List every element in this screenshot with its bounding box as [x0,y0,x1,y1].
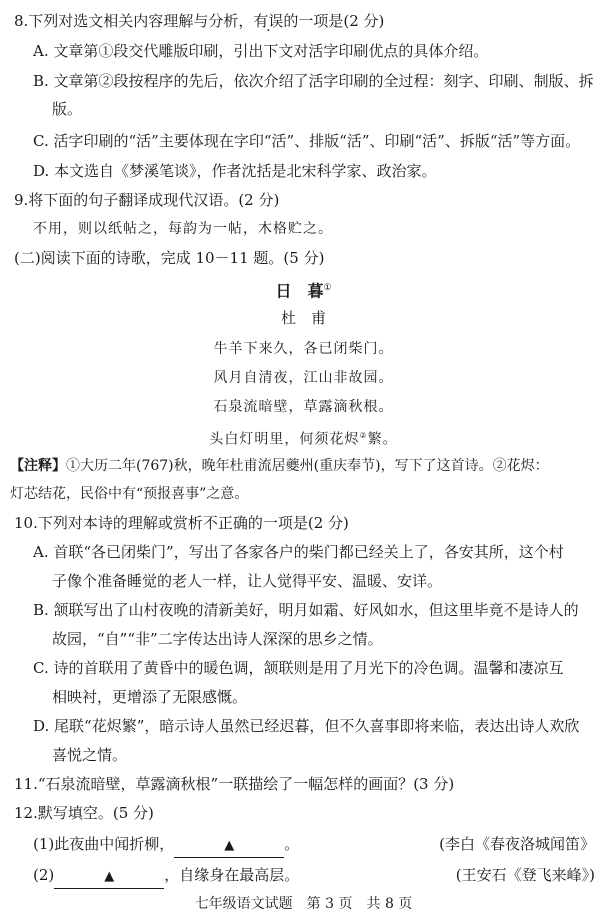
q8-option-b: B. 文章第②段按程序的先后，依次介绍了活字印刷的全过程：刻字、印刷、制版、拆 [33,72,594,90]
triangle-icon: ▲ [224,838,235,853]
q8-option-d: D. 本文选自《梦溪笔谈》，作者沈括是北宋科学家、政治家。 [33,162,437,180]
q8-option-c: C. 活字印刷的“活”主要体现在字印“活”、排版“活”、印刷“活”、拆版“活”等方面。 [33,132,581,150]
q12-stem: 12.默写填空。(5 分) [14,804,154,822]
poem-title: 日 暮① [275,281,332,301]
poem-line-1: 牛羊下来久，各已闭柴门。 [213,341,394,357]
poem-title-ref: ① [323,283,332,293]
q12-blank-2[interactable] [54,864,164,889]
q10-option-a: A. 首联“各已闭柴门”，写出了各家各户的柴门都已经关上了，各安其所，这个村 [33,543,564,561]
q10-option-a-cont: 子像个准备睡觉的老人一样，让人觉得平安、温暖、安详。 [52,572,443,590]
q11-stem: 11.“石泉流暗壁，草露滴秋根”一联描绘了一幅怎样的画面？(3 分) [14,775,455,793]
q10-option-b-cont: 故园，“自”“非”二字传达出诗人深深的思乡之情。 [52,630,383,648]
q9-stem: 9.将下面的句子翻译成现代汉语。(2 分) [14,191,280,209]
q12-blank-1[interactable] [174,833,284,858]
note-key: 【注释】 [10,458,66,474]
poem-line-4: 头白灯明里，何须花烬②繁。 [209,431,398,448]
q8-option-b-cont: 版。 [52,100,83,118]
poem-line-4-ref: ② [359,431,368,440]
triangle-icon: ▲ [104,869,115,884]
page-footer: 七年级语文试题 第 3 页 共 8 页 [194,896,413,912]
q10-option-c: C. 诗的首联用了黄昏中的暖色调，颔联则是用了月光下的冷色调。温馨和凄凉互 [33,659,564,677]
poem-note-cont: 灯芯结花，民俗中有“预报喜事”之意。 [10,486,249,502]
poem-line-3: 石泉流暗壁，草露滴秋根。 [213,399,394,415]
section2-heading: (二)阅读下面的诗歌，完成 10－11 题。(5 分) [14,249,325,267]
q8-stem: 8.下列对选文相关内容理解与分析，有误的一项是(2 分) [14,12,385,30]
q10-option-d-cont: 喜悦之情。 [52,746,128,764]
q8-emphasis: 有误 [253,12,284,30]
q10-option-c-cont: 相映衬，更增添了无限感慨。 [52,688,248,706]
q9-sentence: 不用，则以纸帖之，每韵为一帖，木格贮之。 [33,221,333,237]
q8-option-a: A. 文章第①段交代雕版印刷，引出下文对活字印刷优点的具体介绍。 [33,42,489,60]
poem-line-2: 风月自清夜，江山非故园。 [213,370,394,386]
q12-item-2-source: (王安石《登飞来峰》) [455,866,595,884]
q10-option-b: B. 颔联写出了山村夜晚的清新美好，明月如霜、好风如水，但这里毕竟不是诗人的 [33,601,579,619]
poem-author: 杜 甫 [280,309,326,327]
q12-item-1-source: (李白《春夜洛城闻笛》 [439,835,595,853]
q10-stem: 10.下列对本诗的理解或赏析不正确的一项是(2 分) [14,514,349,532]
q10-option-d: D. 尾联“花烬繁”，暗示诗人虽然已经迟暮，但不久喜事即将来临，表达出诗人欢欣 [33,717,580,735]
poem-note: 【注释】①大历二年(767)秋，晚年杜甫流居夔州(重庆奉节)，写下了这首诗。②花烬： [10,458,549,474]
q12-item-1: (1)此夜曲中闻折柳， ▲ 。 [33,833,299,858]
q12-item-2: (2) ▲ ，自缘身在最高层。 [33,864,299,889]
